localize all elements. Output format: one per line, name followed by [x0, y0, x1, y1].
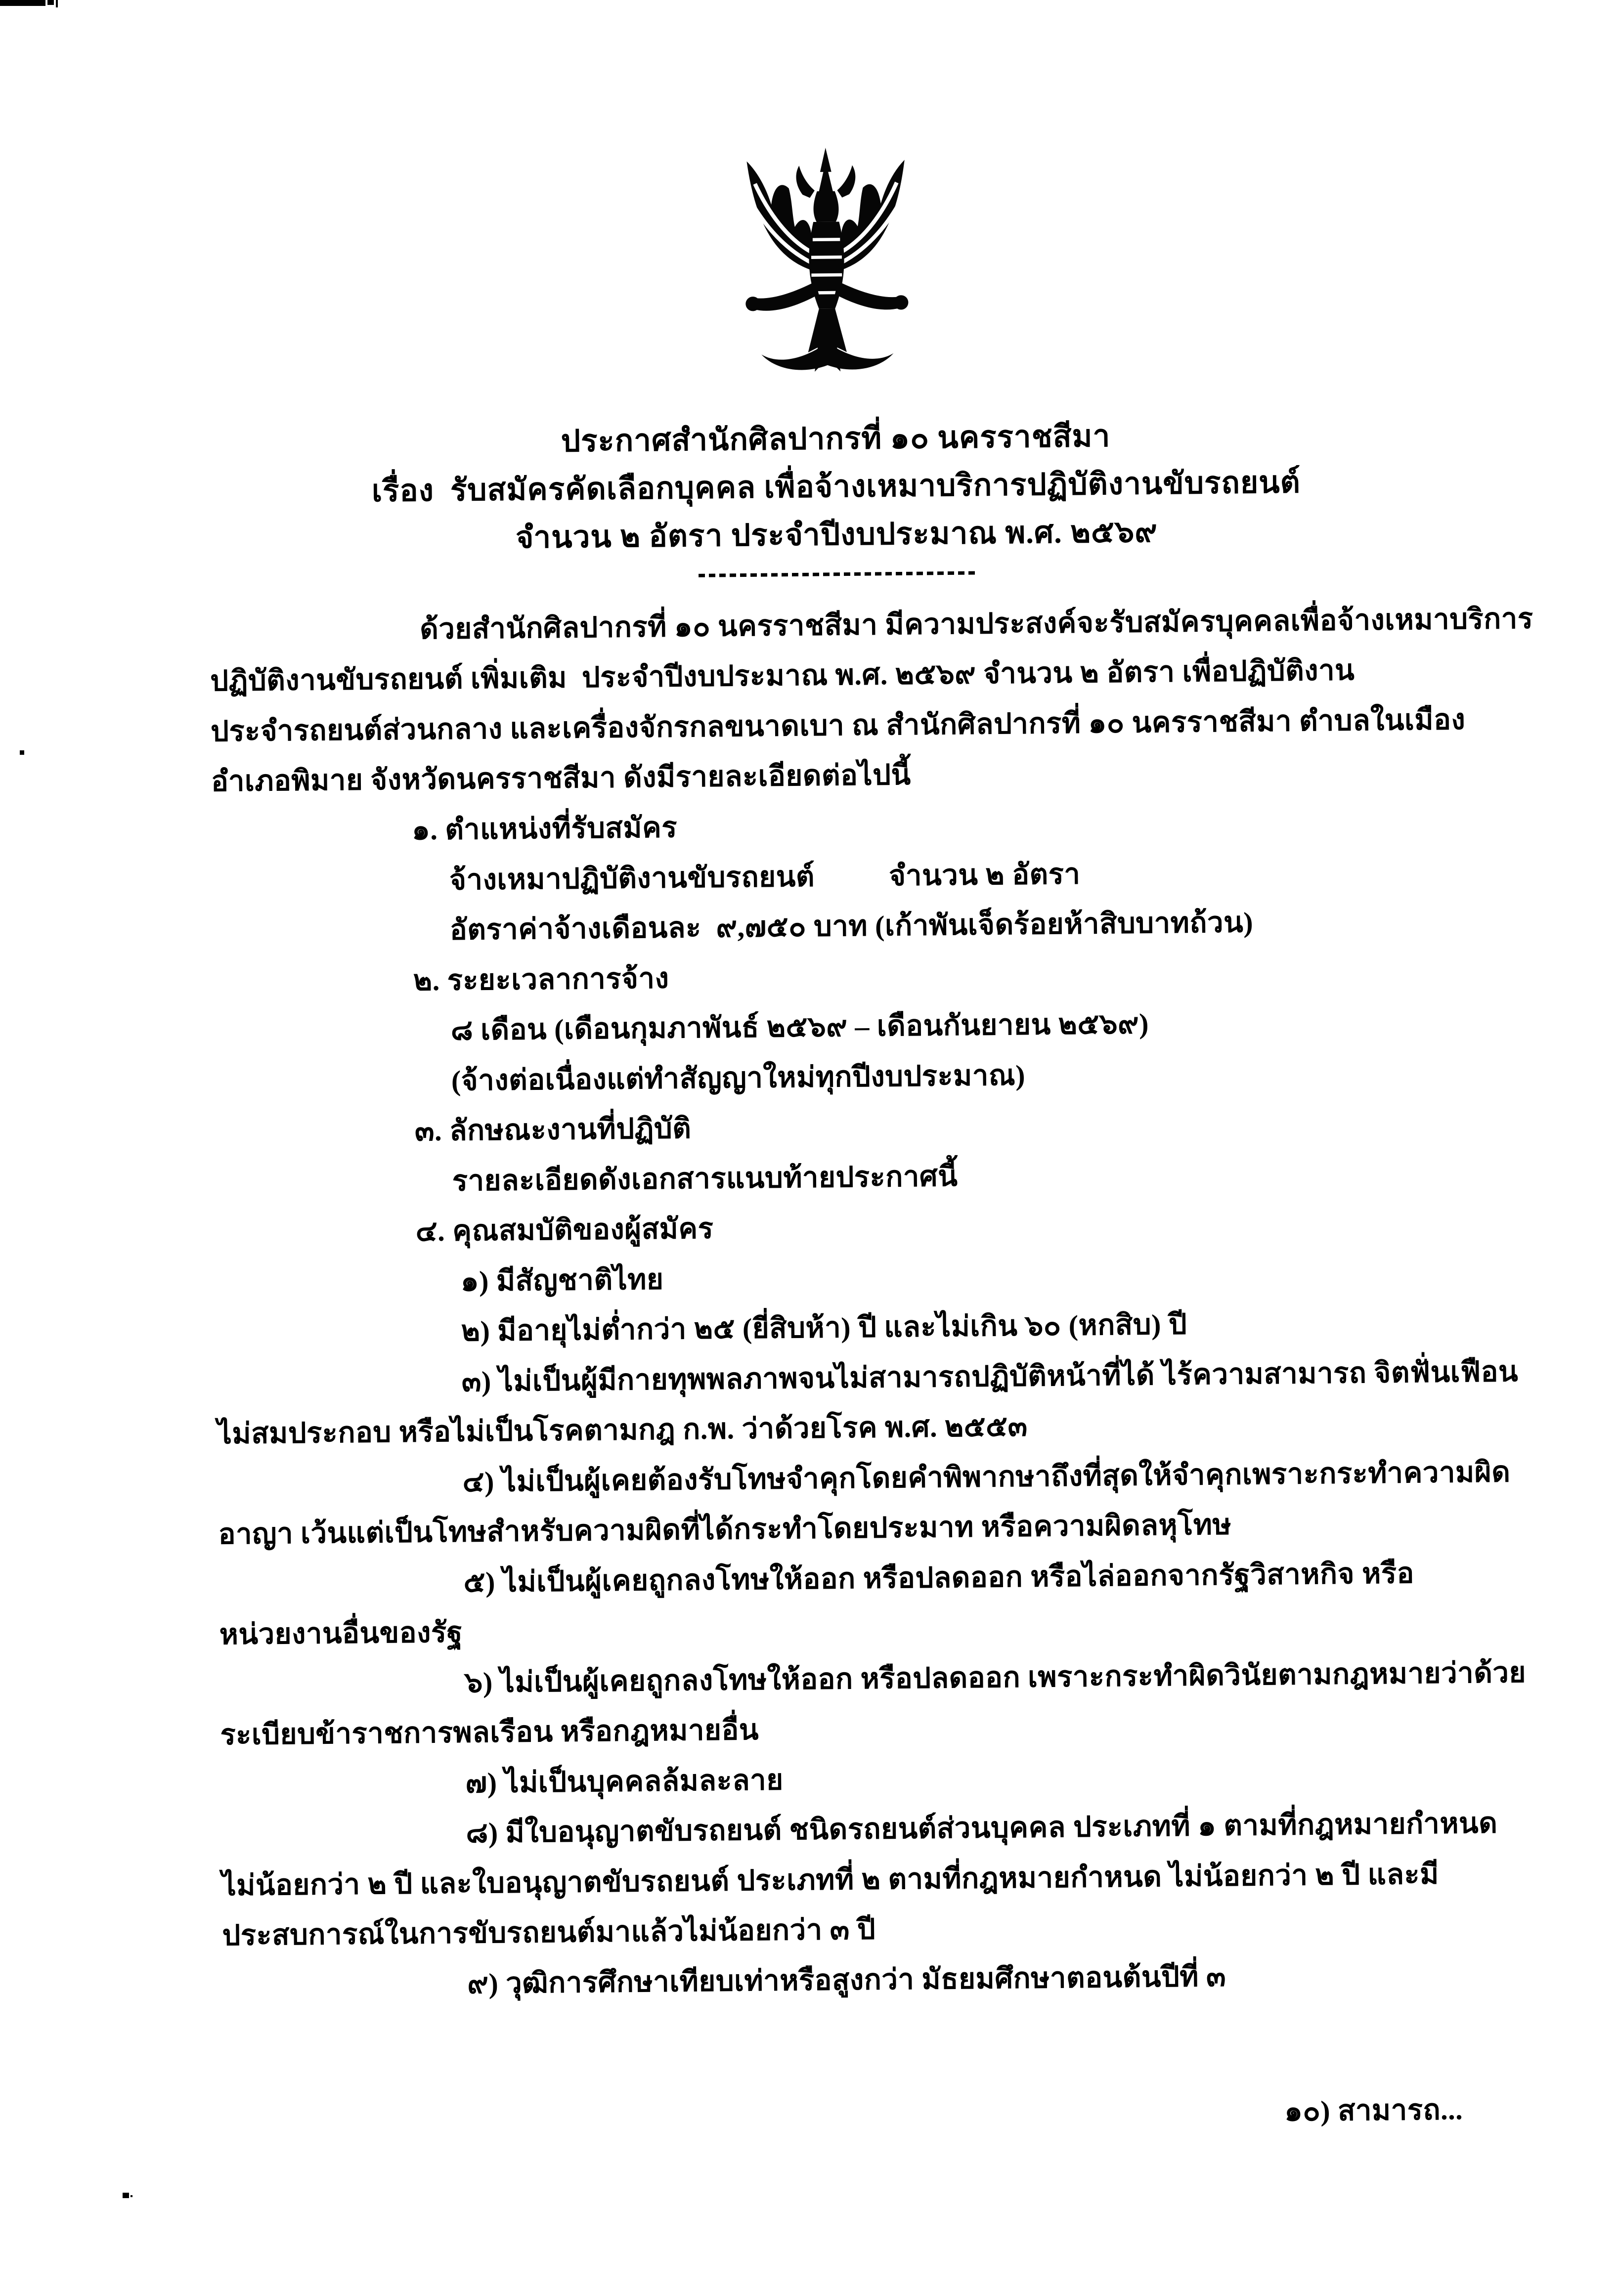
intro-line-1: ด้วยสำนักศิลปากรที่ ๑๐ นครราชสีมา มีความประสงค์จะรับสมัครบุคคลเพื่อจ้างเหมาบริการ — [419, 602, 1533, 646]
qualification-6-continuation: ระเบียบข้าราชการพลเรือน หรือกฎหมายอื่น — [220, 1713, 759, 1751]
qualification-5-continuation: หน่วยงานอื่นของรัฐ — [219, 1616, 463, 1651]
qualification-8: ๘) มีใบอนุญาตขับรถยนต์ ชนิดรถยนต์ส่วนบุคคล ประเภทที่ ๑ ตามที่กฎหมายกำหนด — [466, 1807, 1498, 1849]
title-separator — [699, 571, 978, 577]
salary-line: อัตราค่าจ้างเดือนละ ๙,๗๕๐ บาท (เก้าพันเจ็ดร้อยห้าสิบบาทถ้วน) — [449, 906, 1254, 946]
qualification-7: ๗) ไม่เป็นบุคคลล้มละลาย — [465, 1764, 784, 1799]
section-1-heading: ๑. ตำแหน่งที่รับสมัคร — [411, 811, 678, 846]
scan-artifact-tick — [56, 0, 58, 7]
scan-artifact-dot — [123, 2193, 129, 2198]
intro-line-2: ปฏิบัติงานขับรถยนต์ เพิ่มเติม ประจำปีงบประมาณ พ.ศ. ๒๕๖๙ จำนวน ๒ อัตรา เพื่อปฏิบัติงาน — [210, 654, 1355, 697]
qualification-4: ๔) ไม่เป็นผู้เคยต้องรับโทษจำคุกโดยคำพิพากษาถึงที่สุดให้จำคุกเพราะกระทำความผิด — [462, 1456, 1511, 1498]
position-line: จ้างเหมาปฏิบัติงานขับรถยนต์ จำนวน ๒ อัตรา — [449, 858, 1081, 896]
qualification-4-continuation: อาญา เว้นแต่เป็นโทษสำหรับความผิดที่ได้กระทำโดยประมาท หรือความผิดลหุโทษ — [218, 1508, 1232, 1551]
job-description-line: รายละเอียดดังเอกสารแนบท้ายประกาศนี้ — [452, 1160, 958, 1197]
qualification-6: ๖) ไม่เป็นผู้เคยถูกลงโทษให้ออก หรือปลดออก เพราะกระทำผิดวินัยตามกฎหมายว่าด้วย — [464, 1656, 1527, 1699]
qualification-2: ๒) มีอายุไม่ต่ำกว่า ๒๕ (ยี่สิบห้า) ปี และไม่เกิน ๖๐ (หกสิบ) ปี — [461, 1308, 1187, 1347]
qualification-3: ๓) ไม่เป็นผู้มีกายทุพพลภาพจนไม่สามารถปฏิบัติหน้าที่ได้ ไร้ความสามารถ จิตฟั่นเฟือน — [461, 1355, 1519, 1398]
qualification-3-continuation: ไม่สมประกอบ หรือไม่เป็นโรคตามกฎ ก.พ. ว่าด้วยโรค พ.ศ. ๒๕๕๓ — [217, 1410, 1028, 1450]
scan-artifact-dot — [20, 750, 24, 755]
section-2-heading: ๒. ระยะเวลาการจ้าง — [413, 962, 669, 997]
qualification-1: ๑) มีสัญชาติไทย — [460, 1263, 664, 1298]
qualification-9: ๙) วุฒิการศึกษาเทียบเท่าหรือสูงกว่า มัธยมศึกษาตอนต้นปีที่ ๓ — [467, 1960, 1226, 2000]
section-3-heading: ๓. ลักษณะงานที่ปฏิบัติ — [414, 1112, 692, 1147]
announcement-title-line-3: จำนวน ๒ อัตรา ประจำปีงบประมาณ พ.ศ. ๒๕๖๙ — [515, 515, 1158, 555]
scan-artifact-square — [47, 0, 54, 5]
intro-line-4: อำเภอพิมาย จังหวัดนครราชสีมา ดังมีรายละเอียดต่อไปนี้ — [211, 758, 911, 798]
garuda-emblem-icon — [704, 143, 949, 395]
document-content — [204, 0, 1533, 2296]
duration-line: ๘ เดือน (เดือนกุมภาพันธ์ ๒๕๖๙ – เดือนกันยายน ๒๕๖๙) — [450, 1007, 1149, 1046]
announcement-title-line-2: เรื่อง รับสมัครคัดเลือกบุคคล เพื่อจ้างเหมาบริการปฏิบัติงานขับรถยนต์ — [371, 466, 1301, 509]
qualification-8-continuation-2: ประสบการณ์ในการขับรถยนต์มาแล้วไม่น้อยกว่า ๓ ปี — [222, 1913, 876, 1952]
qualification-5: ๕) ไม่เป็นผู้เคยถูกลงโทษให้ออก หรือปลดออก หรือไล่ออกจากรัฐวิสาหกิจ หรือ — [463, 1557, 1415, 1599]
garuda-icon — [704, 143, 949, 395]
intro-line-3: ประจำรถยนต์ส่วนกลาง และเครื่องจักรกลขนาดเบา ณ สำนักศิลปากรที่ ๑๐ นครราชสีมา ตำบลในเมือง — [210, 703, 1466, 748]
section-4-heading: ๔. คุณสมบัติของผู้สมัคร — [415, 1212, 714, 1248]
scan-artifact-bar — [0, 0, 45, 6]
qualification-8-continuation-1: ไม่น้อยกว่า ๒ ปี และใบอนุญาตขับรถยนต์ ประเภทที่ ๒ ตามที่กฎหมายกำหนด ไม่น้อยกว่า ๒ ปี และมี — [221, 1858, 1440, 1902]
scan-artifact-dot — [131, 2195, 132, 2197]
contract-note-line: (จ้างต่อเนื่องแต่ทำสัญญาใหม่ทุกปีงบประมาณ) — [451, 1059, 1026, 1097]
continuation-mark: ๑๐) สามารถ... — [1284, 2093, 1463, 2127]
announcement-title-line-1: ประกาศสำนักศิลปากรที่ ๑๐ นครราชสีมา — [561, 419, 1111, 459]
